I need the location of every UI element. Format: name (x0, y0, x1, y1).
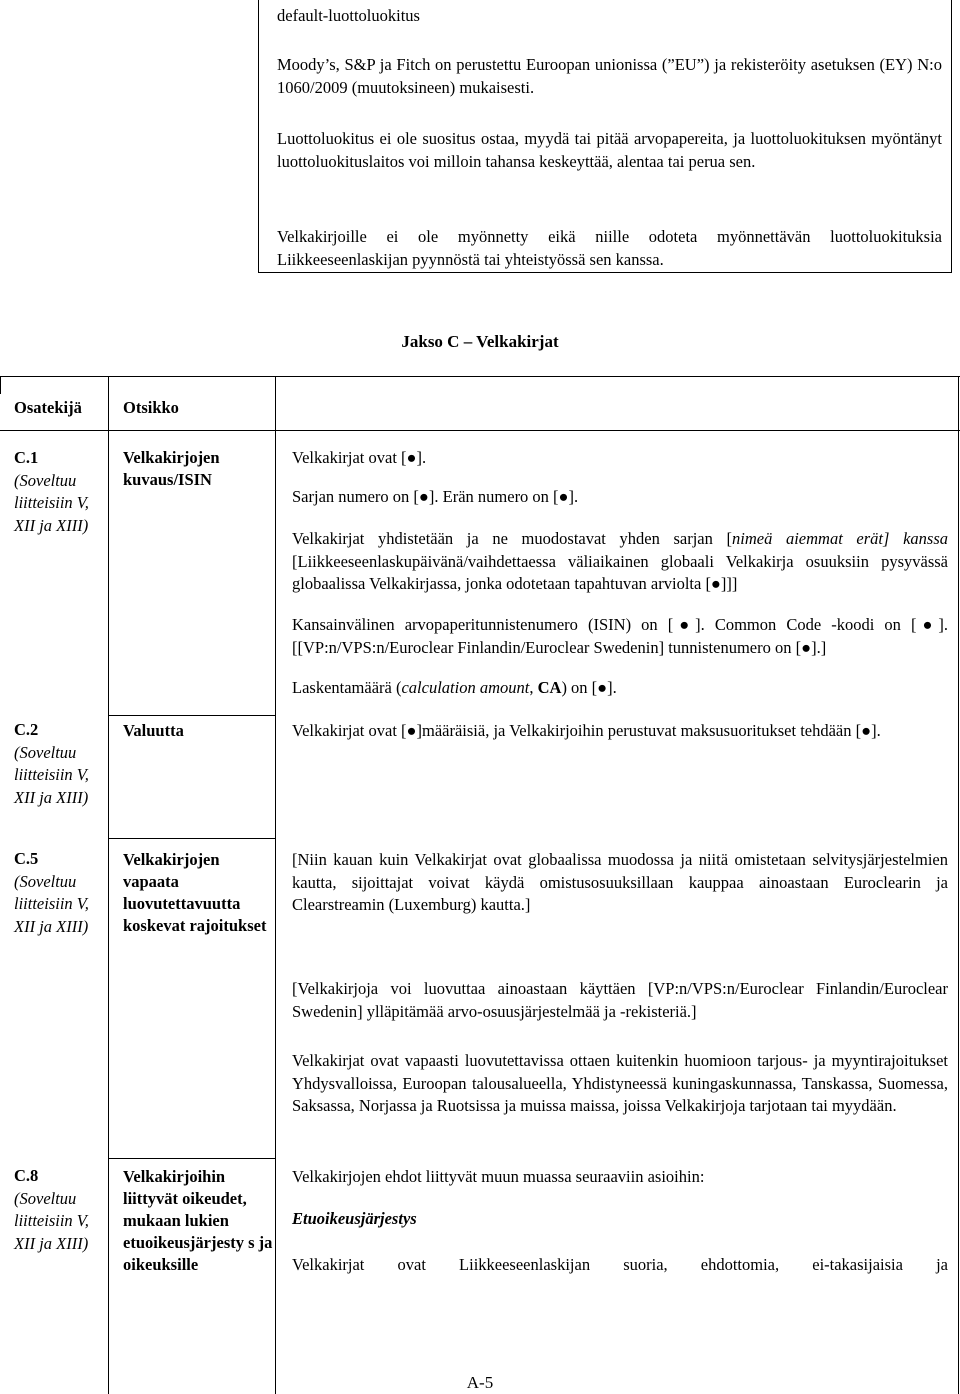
c5-text-2: [Velkakirjoja voi luovuttaa ainoastaan käyttäen [VP:n/VPS:n/Euroclear Finlandin/Euroclear Swedenin] ylläpitämää arvo-osuusjärjestelmää ja -rekisteriä.] (292, 979, 948, 1021)
c8-text-3: Velkakirjat ovat Liikkeeseenlaskijan suoria, ehdottomia, ei-takasijaisia ja (292, 1255, 948, 1274)
c8-text-1: Velkakirjojen ehdot liittyvät muun muassa seuraaviin asioihin: (292, 1167, 705, 1186)
c1-calculation-amount: Laskentamäärä (calculation amount, CA) on [●]. (292, 678, 617, 697)
row-separator-c5 (108, 838, 276, 839)
c2-text-1: Velkakirjat ovat [●]määräisiä, ja Velkakirjoihin perustuvat maksusuoritukset tehdään [●]. (292, 721, 881, 740)
row-title-c1: Velkakirjojen kuvaus/ISIN (123, 448, 220, 489)
row-code-c5: C.5 (Soveltuu liitteisiin V, XII ja XIII) (14, 849, 89, 936)
row-code-c8: C.8 (Soveltuu liitteisiin V, XII ja XIII) (14, 1166, 89, 1253)
section-title: Jakso C – Velkakirjat (401, 332, 559, 351)
no-rating-paragraph: Velkakirjoille ei ole myönnetty eikä niille odoteta myönnettävän luottoluokituksia Liikkeeseenlaskijan pyynnöstä tai yhteistyössä sen kanssa. (277, 227, 942, 269)
column-header-component: Osatekijä (14, 398, 82, 417)
row-code-c2: C.2 (Soveltuu liitteisiin V, XII ja XIII) (14, 720, 89, 807)
row-code-c1: C.1 (Soveltuu liitteisiin V, XII ja XIII) (14, 448, 89, 535)
c1-text-2: Sarjan numero on [●]. Erän numero on [●]. (292, 487, 579, 506)
c5-text-3: Velkakirjat ovat vapaasti luovutettavissa ottaen kuitenkin huomioon tarjous- ja myyntirajoitukset Yhdysvalloissa, Euroopan talousalueella, Yhdistyneessä kuningaskunnassa, Tanskassa, Suomessa, Saksassa, Norjassa ja Ruotsissa ja muissa maissa, joissa Velkakirjoja tarjotaan tai myydään. (292, 1051, 948, 1115)
row-title-c8: Velkakirjoihin liittyvät oikeudet, mukaan lukien etuoikeusjärjesty s ja oikeuksille (123, 1167, 273, 1274)
rating-disclaimer-paragraph: Luottoluokitus ei ole suositus ostaa, myydä tai pitää arvopapereita, ja luottoluokituksen myöntänyt luottoluokituslaitos voi milloin tahansa keskeyttää, alentaa tai perua sen. (277, 129, 942, 171)
table-top-border (0, 376, 960, 377)
default-rating-line: default-luottoluokitus (277, 6, 420, 25)
c8-subheading: Etuoikeusjärjestys (292, 1209, 417, 1228)
row-title-c2: Valuutta (123, 721, 184, 740)
row-title-c5: Velkakirjojen vapaata luovutettavuutta koskevat rajoitukset (123, 850, 267, 935)
rating-agencies-paragraph: Moody’s, S&P ja Fitch on perustettu Euroopan unionissa (”EU”) ja rekisteröity asetuksen (EY) N:o 1060/2009 (muutoksineen) mukaisesti. (277, 55, 942, 97)
table-right-border (958, 376, 959, 1394)
c1-isin-paragraph: Kansainvälinen arvopaperitunnistenumero (ISIN) on [●]. Common Code -koodi on [●]. [[VP:n/VPS:n/Euroclear Finlandin/Euroclear Swedenin] tunnistenumero on [●].] (292, 615, 948, 657)
column-header-title: Otsikko (123, 398, 179, 417)
c5-text-1: [Niin kauan kuin Velkakirjat ovat globaalissa muodossa ja niitä omistetaan selvitysjärjestelmien kautta, sijoittajat voivat käydä omistusosuuksillaan kauppaa ainoastaan Euroclearin ja Clearstreamin (Luxemburg) kautta.] (292, 850, 948, 914)
table-divider-1 (108, 376, 109, 1394)
table-header-border (0, 430, 960, 431)
page-number: A-5 (466, 1373, 494, 1392)
table-divider-2 (275, 376, 276, 1394)
c1-text-3: Velkakirjat yhdistetään ja ne muodostavat yhden sarjan [nimeä aiemmat erät] kanssa [Liikkeeseenlaskupäivänä/vaihdettaessa väliaikainen globaali Velkakirja osuuksiin pysyvässä globaalissa Velkakirjassa, jonka odotetaan tapahtuvan arviolta [●]]] (292, 529, 948, 593)
row-separator-c2 (108, 715, 276, 716)
table-left-stub (0, 376, 1, 394)
c1-text-1: Velkakirjat ovat [●]. (292, 448, 427, 467)
row-separator-c8 (108, 1158, 276, 1159)
